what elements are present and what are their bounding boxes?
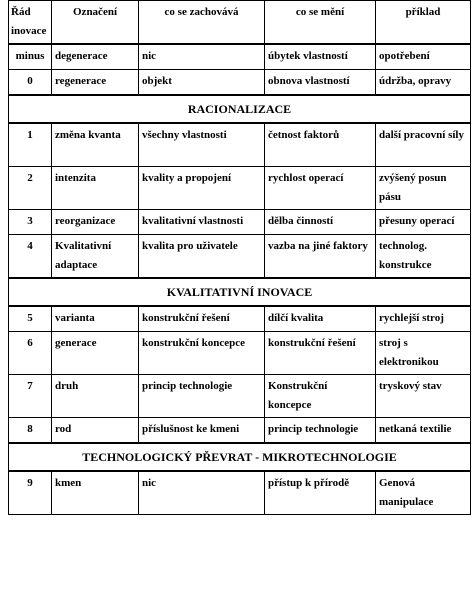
table-row [9, 306, 471, 332]
cell-oznaceni: druh [52, 375, 139, 418]
cell-priklad: Genová manipulace [376, 471, 471, 515]
section-row [9, 443, 471, 471]
table-row [9, 123, 471, 167]
cell-oznaceni: varianta [52, 306, 139, 332]
cell-rad: 6 [9, 332, 52, 375]
table-row [9, 418, 471, 444]
innovation-order-table [8, 0, 471, 515]
cell-oznaceni: regenerace [52, 70, 139, 96]
table-row [9, 210, 471, 235]
table-row [9, 235, 471, 279]
cell-rad: 8 [9, 418, 52, 444]
cell-oznaceni: změna kvanta [52, 123, 139, 167]
header-row [9, 1, 471, 45]
table-row [9, 375, 471, 418]
table-row [9, 332, 471, 375]
cell-priklad: rychlejší stroj [376, 306, 471, 332]
cell-meni: konstrukční řešení [265, 332, 376, 375]
cell-rad: 2 [9, 167, 52, 210]
cell-priklad: údržba, opravy [376, 70, 471, 96]
cell-zachovava: konstrukční řešení [139, 306, 265, 332]
cell-zachovava: kvalita pro uživatele [139, 235, 265, 279]
cell-rad: 0 [9, 70, 52, 96]
cell-oznaceni: kmen [52, 471, 139, 515]
cell-zachovava: konstrukční koncepce [139, 332, 265, 375]
cell-zachovava: nic [139, 471, 265, 515]
table-row [9, 70, 471, 96]
cell-meni: vazba na jiné faktory [265, 235, 376, 279]
cell-meni: přístup k přírodě [265, 471, 376, 515]
cell-oznaceni: intenzita [52, 167, 139, 210]
cell-priklad: přesuny operací [376, 210, 471, 235]
cell-oznaceni: Kvalitativní adaptace [52, 235, 139, 279]
cell-rad: 7 [9, 375, 52, 418]
cell-zachovava: princip technologie [139, 375, 265, 418]
cell-meni: četnost faktorů [265, 123, 376, 167]
cell-oznaceni: degenerace [52, 44, 139, 70]
cell-oznaceni: rod [52, 418, 139, 444]
cell-rad: 4 [9, 235, 52, 279]
cell-meni: úbytek vlastností [265, 44, 376, 70]
cell-rad: 5 [9, 306, 52, 332]
header-co-se-zachovava: co se zachovává [139, 1, 265, 45]
section-row [9, 95, 471, 123]
cell-zachovava: příslušnost ke kmeni [139, 418, 265, 444]
cell-oznaceni: generace [52, 332, 139, 375]
cell-zachovava: nic [139, 44, 265, 70]
cell-zachovava: všechny vlastnosti [139, 123, 265, 167]
cell-meni: dělba činností [265, 210, 376, 235]
cell-meni: obnova vlastností [265, 70, 376, 96]
innovation-order-table-container [8, 0, 470, 515]
cell-rad: 9 [9, 471, 52, 515]
cell-rad: 1 [9, 123, 52, 167]
cell-priklad: další pracovní síly [376, 123, 471, 167]
cell-priklad: stroj s elektronikou [376, 332, 471, 375]
cell-priklad: tryskový stav [376, 375, 471, 418]
cell-zachovava: kvalitativní vlastnosti [139, 210, 265, 235]
header-rad-inovace: Řád inovace [9, 1, 52, 45]
cell-rad: 3 [9, 210, 52, 235]
section-row [9, 278, 471, 306]
header-co-se-meni: co se mění [265, 1, 376, 45]
cell-meni: rychlost operací [265, 167, 376, 210]
cell-rad: minus [9, 44, 52, 70]
cell-priklad: netkaná textilie [376, 418, 471, 444]
section-title: RACIONALIZACE [9, 95, 471, 123]
header-priklad: příklad [376, 1, 471, 45]
cell-zachovava: kvality a propojení [139, 167, 265, 210]
table-row [9, 44, 471, 70]
cell-meni: princip technologie [265, 418, 376, 444]
cell-priklad: zvýšený posun pásu [376, 167, 471, 210]
section-title: TECHNOLOGICKÝ PŘEVRAT - MIKROTECHNOLOGIE [9, 443, 471, 471]
cell-zachovava: objekt [139, 70, 265, 96]
cell-meni: Konstrukční koncepce [265, 375, 376, 418]
table-row [9, 167, 471, 210]
cell-meni: dílčí kvalita [265, 306, 376, 332]
header-oznaceni: Označení [52, 1, 139, 45]
cell-priklad: opotřebení [376, 44, 471, 70]
table-row [9, 471, 471, 515]
cell-oznaceni: reorganizace [52, 210, 139, 235]
section-title: KVALITATIVNÍ INOVACE [9, 278, 471, 306]
cell-priklad: technolog. konstrukce [376, 235, 471, 279]
